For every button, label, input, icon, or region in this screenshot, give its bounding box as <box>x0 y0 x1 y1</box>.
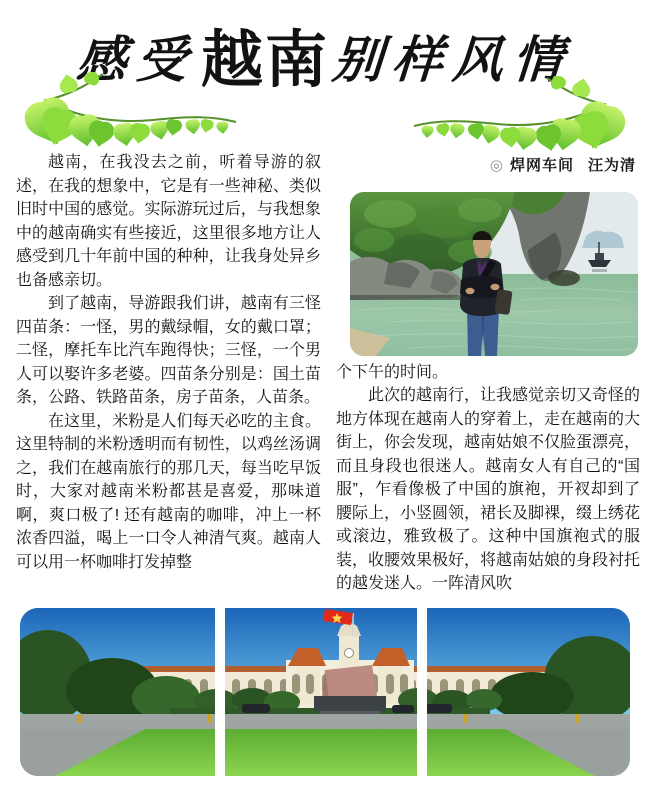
byline-author: 汪为清 <box>587 157 636 174</box>
article-paragraph: 此次的越南行，让我感觉亲切又奇怪的地方体现在越南人的穿着上，走在越南的大街上，你会发现，越南姑娘不仅脸蛋漂亮，而且身段也很迷人。越南女人有自己的“国服”，乍看像极了中国的旗袍，开衩却到了腰际上，小竖圆领，裙长及脚裸，缀上绣花或滚边，雅致极了。这种中国旗袍式的服装，收腰效果极好，将越南姑娘的身段衬托的越发迷人。一阵清风吹 <box>336 387 641 592</box>
byline <box>336 154 636 178</box>
pavement <box>20 714 630 729</box>
title-script-left: 感受 <box>74 30 199 89</box>
author-marker-icon: ◎ <box>489 157 504 174</box>
portrait-photo <box>350 192 638 356</box>
article-paragraph: 个下午的时间。 <box>336 363 449 381</box>
triptych-gap <box>417 608 427 776</box>
title-script-right: 别样风情 <box>330 30 575 89</box>
title-bold-vietnam: 越南 <box>200 26 329 95</box>
triptych-photo <box>20 608 630 776</box>
panorama-illustration <box>20 608 630 776</box>
article-paragraph: 越南，在我没去之前，听着导游的叙述，在我的想象中，它是有一些神秘、类似旧时中国的感觉。实际游玩过后，与我想象中的越南确实有些接近，这里很多地方让人感受到几十年前中国的种种，让我身处异乡也备感亲切。 <box>16 154 321 289</box>
triptych-gap <box>215 608 225 776</box>
left-column <box>16 151 321 574</box>
article-paragraph: 到了越南，导游跟我们讲，越南有三怪四苗条：一怪，男的戴绿帽，女的戴口罩；二怪，摩托车比汽车跑得快；三怪，一个男人可以娶许多老婆。四苗条分别是：国土苗条，公路、铁路苗条，房子苗条，人苗条。 <box>16 295 321 406</box>
byline-department: 焊网车间 <box>509 157 574 174</box>
portrait-photo-illustration <box>350 192 638 356</box>
article-paragraph: 在这里，米粉是人们每天必吃的主食。这里特制的米粉透明而有韧性，以鸡丝汤调之，我们在越南旅行的那几天，每当吃早饭时，大家对越南米粉都甚是喜爱，那味道啊，爽口极了! 还有越南的咖啡，冲上一杯浓香四溢，喝上一口令人神清气爽。越南人可以用一杯咖啡打发掉整 <box>16 412 321 571</box>
right-column <box>336 150 640 596</box>
